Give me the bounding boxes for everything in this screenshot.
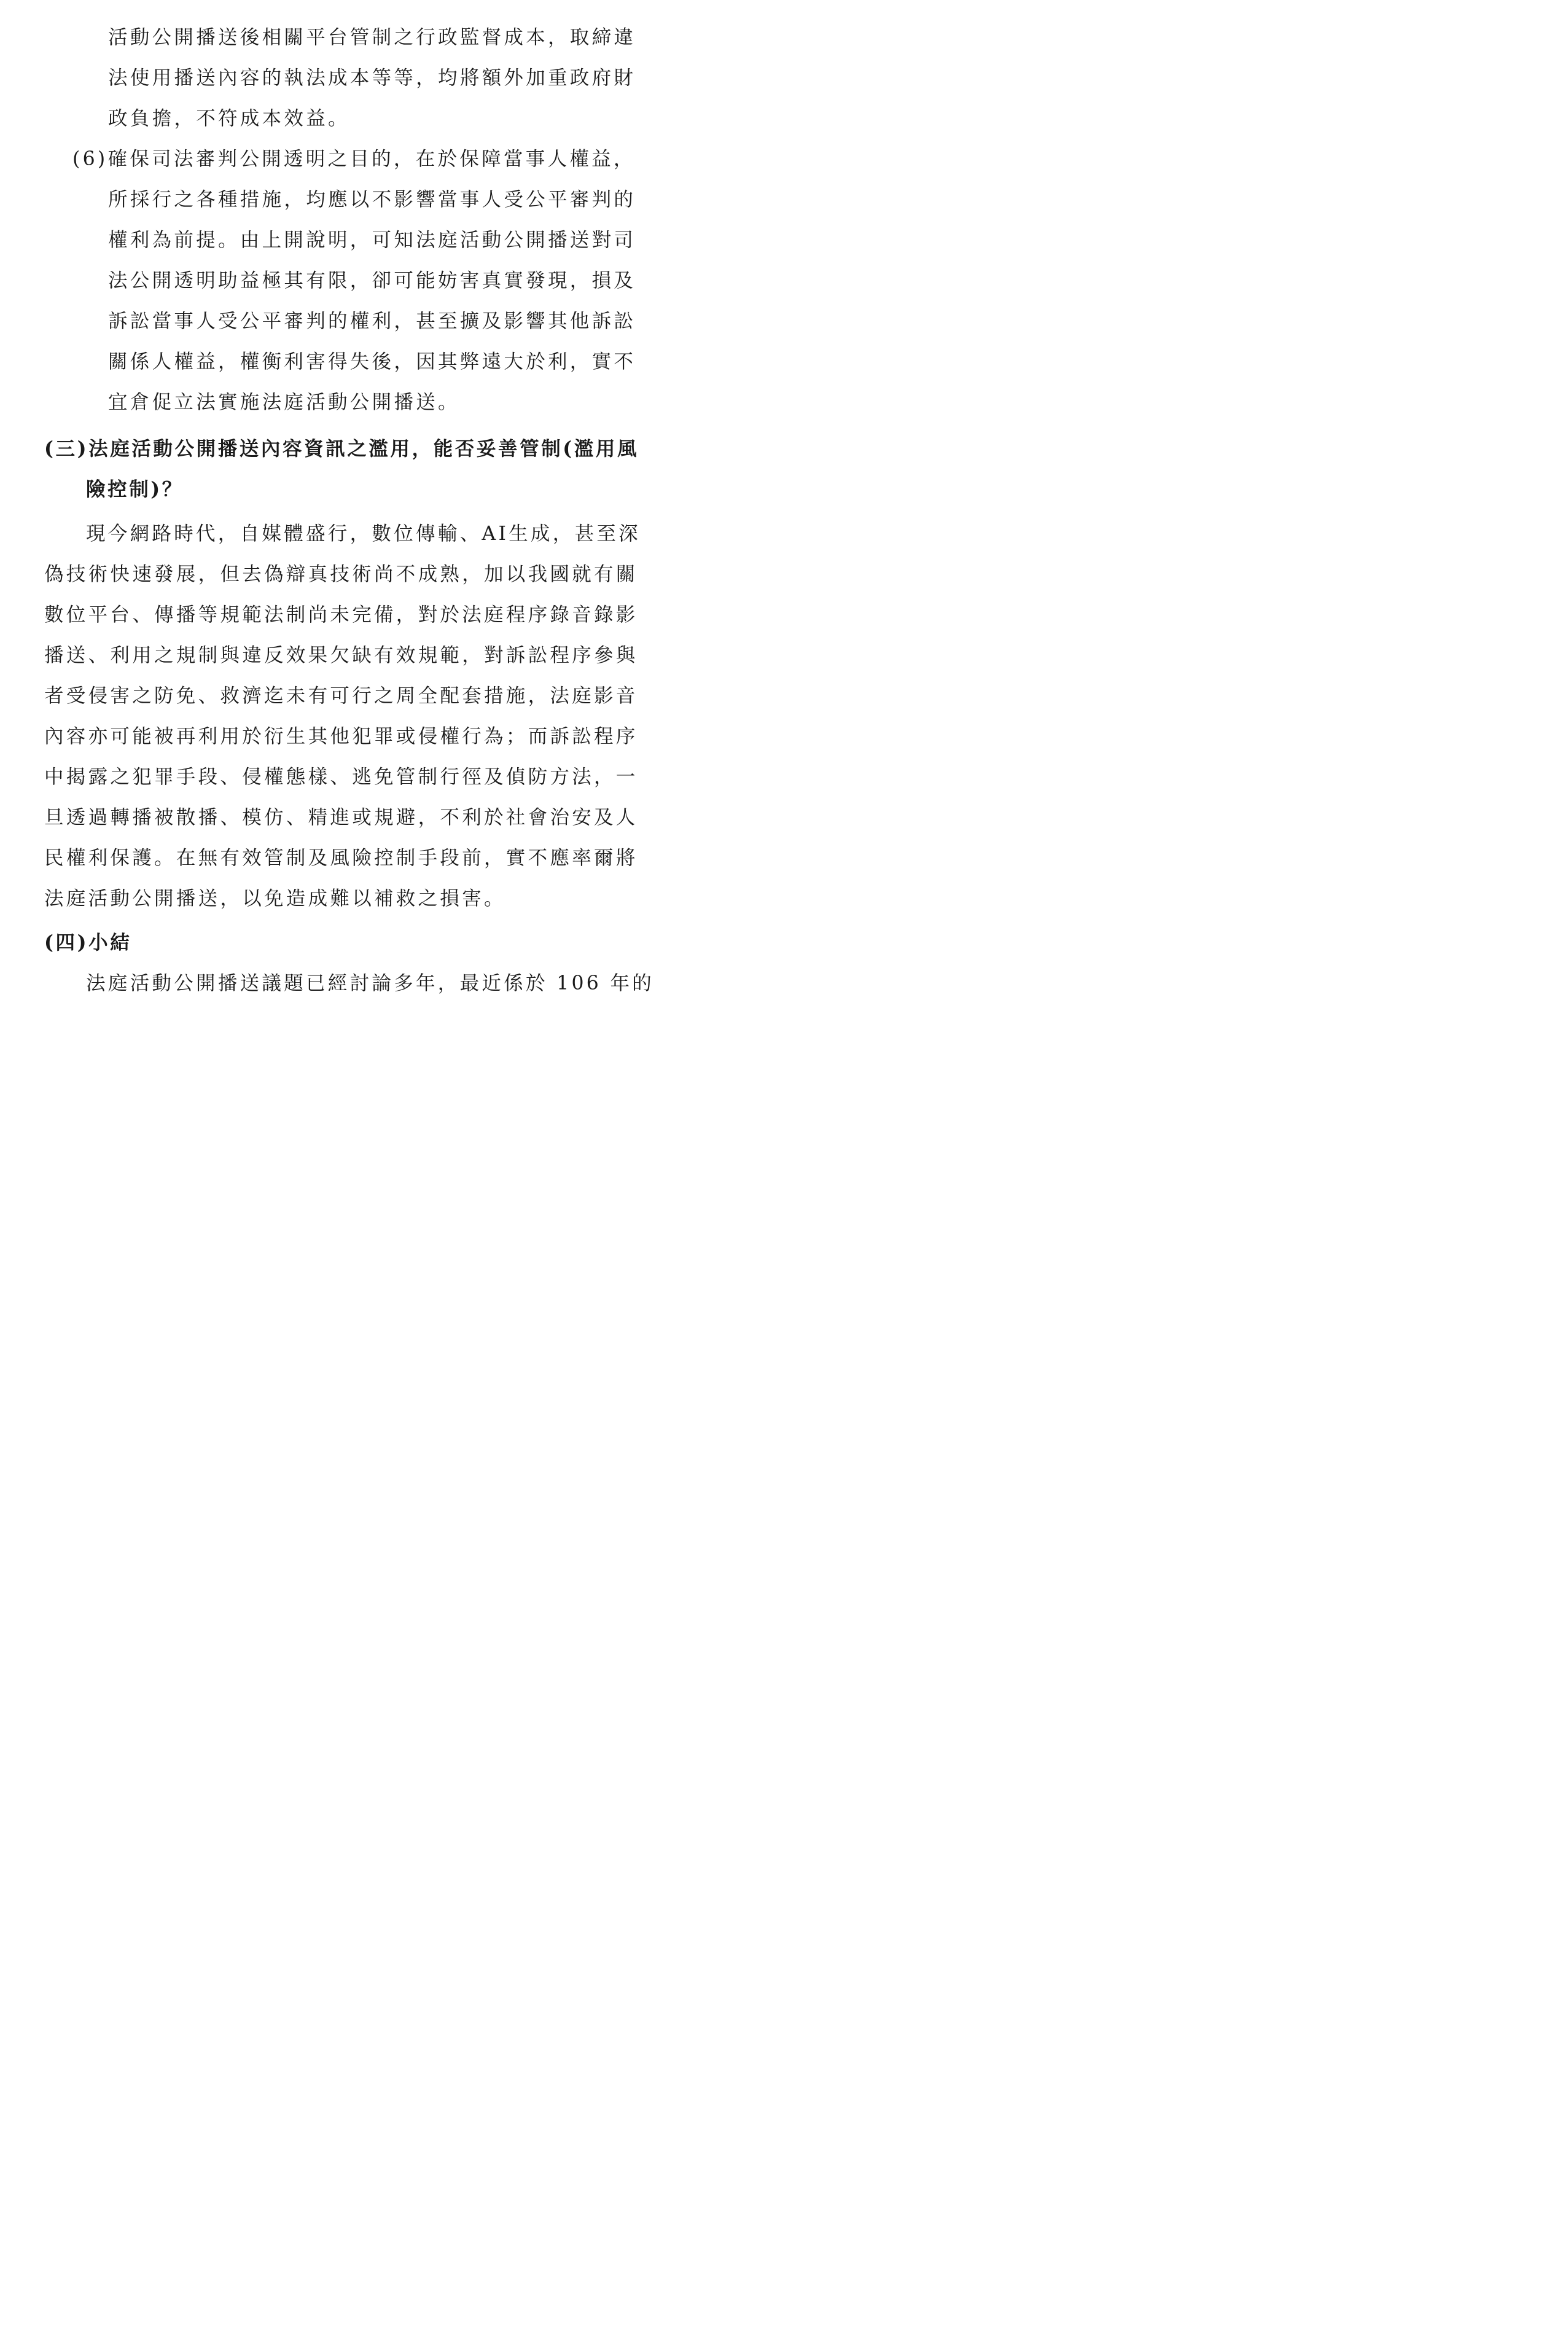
- item6-line-2: 所採行之各種措施，均應以不影響當事人受公平審判的: [108, 189, 636, 211]
- item6-line-1: [72, 147, 636, 171]
- section3-body-line-10: 法庭活動公開播送，以免造成難以補救之損害。: [44, 888, 506, 910]
- item6-line-3: 權利為前提。由上開說明，可知法庭活動公開播送對司: [108, 229, 636, 251]
- section3-heading-line-2: 險控制)？: [86, 478, 184, 501]
- item5-line-1: 活動公開播送後相關平台管制之行政監督成本，取締違: [108, 26, 636, 49]
- section3-body-line-6: 內容亦可能被再利用於衍生其他犯罪或侵權行為；而訴訟程序: [44, 725, 638, 748]
- section3-body-line-9: 民權利保護。在無有效管制及風險控制手段前，實不應率爾將: [44, 847, 638, 869]
- section3-body-line-7: 中揭露之犯罪手段、侵權態樣、逃免管制行徑及偵防方法，一: [44, 766, 638, 788]
- section3-body-line-8: 旦透過轉播被散播、模仿、精進或規避，不利於社會治安及人: [44, 806, 638, 829]
- item6-line-4: 法公開透明助益極其有限，卻可能妨害真實發現，損及: [108, 270, 636, 292]
- section3-body-line-1: 現今網路時代，自媒體盛行，數位傳輸、AI生成，甚至深: [86, 523, 641, 545]
- item5-line-2: 法使用播送內容的執法成本等等，均將額外加重政府財: [108, 67, 636, 89]
- section3-body-line-2: 偽技術快速發展，但去偽辯真技術尚不成熟，加以我國就有關: [44, 563, 638, 585]
- section4-body-line-1: 法庭活動公開播送議題已經討論多年，最近係於 106 年的: [86, 972, 655, 994]
- item5-line-3: 政負擔，不符成本效益。: [108, 107, 350, 130]
- item6-line-5: 訴訟當事人受公平審判的權利，甚至擴及影響其他訴訟: [108, 310, 636, 332]
- section4-heading: (四)小結: [44, 931, 132, 954]
- item6-line-1-text: 確保司法審判公開透明之目的，在於保障當事人權益，: [107, 148, 636, 170]
- section3-heading-line-1: (三)法庭活動公開播送內容資訊之濫用，能否妥善管制(濫用風: [44, 437, 639, 460]
- item6-marker: (6): [72, 148, 108, 170]
- document-page: [0, 0, 655, 994]
- section3-body-line-5: 者受侵害之防免、救濟迄未有可行之周全配套措施，法庭影音: [44, 685, 638, 707]
- item6-line-7: 宜倉促立法實施法庭活動公開播送。: [108, 391, 460, 413]
- section3-body-line-4: 播送、利用之規制與違反效果欠缺有效規範，對訴訟程序參與: [44, 644, 638, 666]
- item6-line-6: 關係人權益，權衡利害得失後，因其弊遠大於利，實不: [108, 351, 636, 373]
- section3-body-line-3: 數位平台、傳播等規範法制尚未完備，對於法庭程序錄音錄影: [44, 604, 638, 626]
